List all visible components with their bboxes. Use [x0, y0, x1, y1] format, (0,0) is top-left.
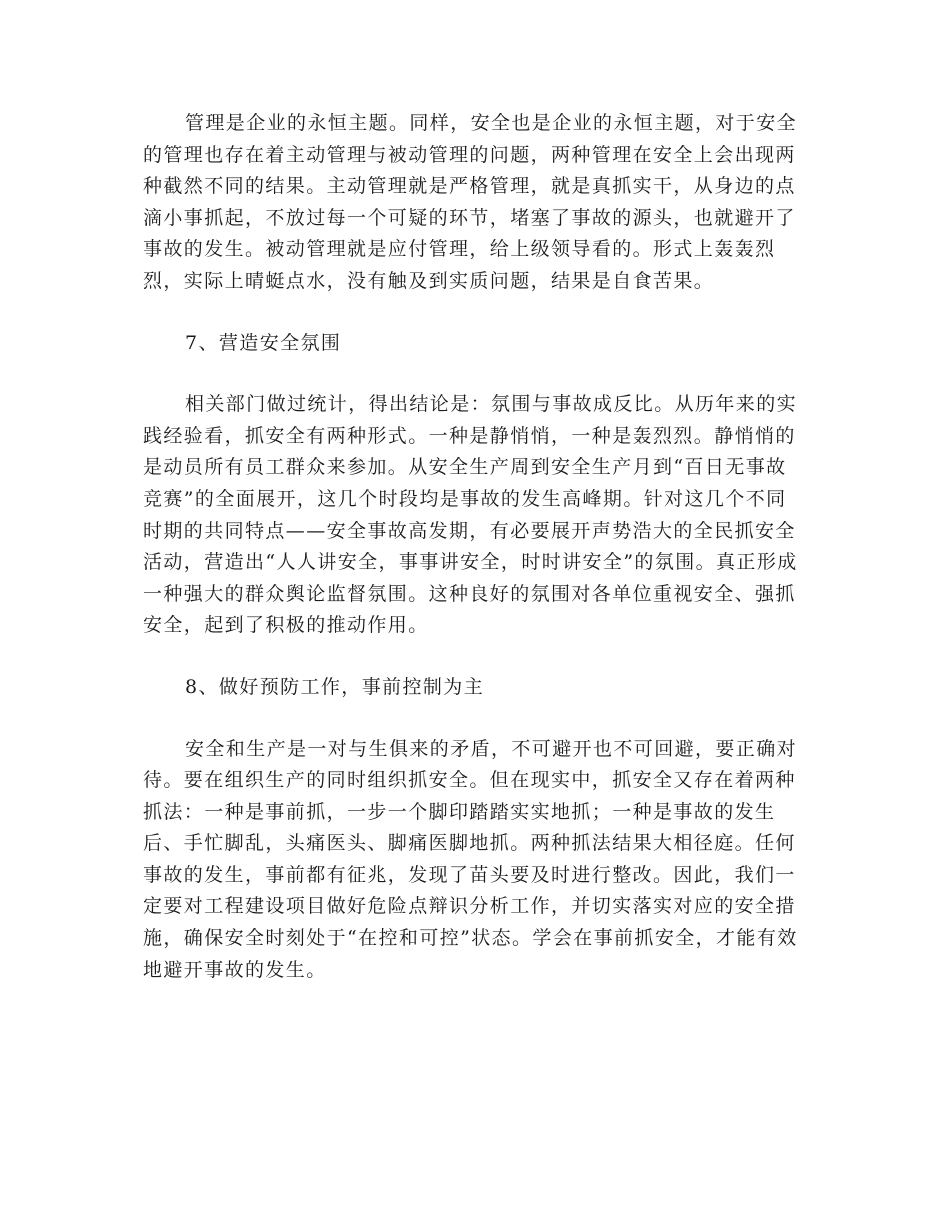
section-heading-8: 8、做好预防工作，事前控制为主 [185, 675, 485, 698]
paragraph-atmosphere: 相关部门做过统计，得出结论是：氛围与事故成反比。从历年来的实践经验看，抓安全有两种形式。一种是静悄悄，一种是轰烈烈。静悄悄的是动员所有员工群众来参加。从安全生产周到安全生产月到“百日无事故竞赛”的全面展开，这几个时段均是事故的发生高峰期。针对这几个不同时期的共同特点——安全事故高发期，有必要展开声势浩大的全民抓安全活动，营造出“人人讲安全，事事讲安全，时时讲安全”的氛围。真正形成一种强大的群众舆论监督氛围。这种良好的氛围对各单位重视安全、强抓安全，起到了积极的推动作用。 [143, 393, 798, 637]
section-heading-7: 7、营造安全氛围 [185, 331, 342, 354]
paragraph-prevention: 安全和生产是一对与生俱来的矛盾，不可避开也不可回避，要正确对待。要在组织生产的同时组织抓安全。但在现实中，抓安全又存在着两种抓法：一种是事前抓，一步一个脚印踏踏实实地抓；一种是事故的发生后、手忙脚乱，头痛医头、脚痛医脚地抓。两种抓法结果大相径庭。任何事故的发生，事前都有征兆，发现了苗头要及时进行整改。因此，我们一定要对工程建设项目做好危险点辩识分析工作，并切实落实对应的安全措施，确保安全时刻处于“在控和可控”状态。学会在事前抓安全，才能有效地避开事故的发生。 [143, 737, 798, 981]
paragraph-management: 管理是企业的永恒主题。同样，安全也是企业的永恒主题，对于安全的管理也存在着主动管理与被动管理的问题，两种管理在安全上会出现两种截然不同的结果。主动管理就是严格管理，就是真抓实干，从身边的点滴小事抓起，不放过每一个可疑的环节，堵塞了事故的源头，也就避开了事故的发生。被动管理就是应付管理，给上级领导看的。形式上轰轰烈烈，实际上晴蜓点水，没有触及到实质问题，结果是自食苦果。 [143, 112, 798, 292]
document-body [143, 108, 803, 1016]
